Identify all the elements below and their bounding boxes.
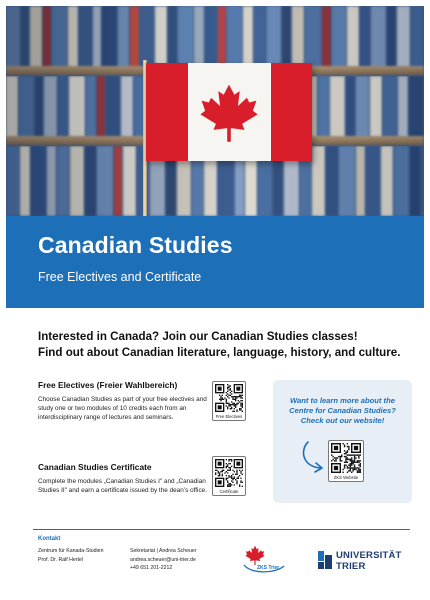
- university-name-line-2: TRIER: [336, 561, 366, 572]
- zks-logo-text: ZKS Trier: [257, 565, 280, 571]
- website-info-text: Want to learn more about the Centre for Canadian Studies? Check out our website!: [289, 396, 396, 425]
- electives-text: Choose Canadian Studies as part of your free electives and study one or two modules of 10 credits each from an interdisciplinary range of lectures and seminars.: [38, 396, 207, 421]
- certificate-qr-label: Certificate: [219, 489, 239, 494]
- certificate-qr-code[interactable]: [212, 456, 246, 496]
- website-qr-code[interactable]: [328, 440, 364, 482]
- contact-centre: [38, 547, 103, 564]
- contact-centre-name: Zentrum für Kanada-Studien: [38, 548, 104, 554]
- contact-phone: +49 651 201-2212: [130, 565, 173, 571]
- university-name-line-1: UNIVERSITÄT: [336, 550, 402, 561]
- electives-heading: Free Electives (Freier Wahlbereich): [38, 380, 178, 390]
- page-subtitle: Free Electives and Certificate: [38, 270, 202, 284]
- qr-code-icon: [215, 459, 243, 487]
- kontakt-label: Kontakt: [38, 536, 61, 542]
- qr-code-icon: [215, 384, 243, 412]
- zks-trier-logo: [241, 545, 287, 575]
- intro-line-1: Interested in Canada? Join our Canadian Studies classes!: [38, 330, 358, 343]
- contact-secretariat: [130, 547, 197, 573]
- website-qr-label: ZKS Website: [333, 475, 359, 480]
- certificate-heading: Canadian Studies Certificate: [38, 462, 152, 472]
- contact-secretariat-name: Sekretariat | Andrea Scheuer: [130, 548, 197, 554]
- qr-code-icon: [331, 443, 361, 473]
- footer-divider: [33, 529, 410, 530]
- electives-qr-code[interactable]: [212, 381, 246, 421]
- university-mark-icon: [318, 551, 332, 569]
- certificate-text: Complete the modules „Canadian Studies I" and „Canadian Studies II" and earn a certificate issued by the dean’s office.: [38, 478, 208, 494]
- title-banner: [6, 216, 424, 308]
- contact-professor: Prof. Dr. Ralf Hertel: [38, 556, 83, 563]
- electives-section: [38, 380, 208, 422]
- contact-email[interactable]: andrea.scheuer@uni-trier.de: [130, 556, 196, 563]
- intro-line-2: Find out about Canadian literature, language, history, and culture.: [38, 346, 401, 359]
- electives-qr-label: Free Electives: [215, 414, 243, 419]
- university-trier-logo: [318, 549, 414, 573]
- maple-leaf-icon: [198, 81, 260, 143]
- intro-text: [38, 329, 408, 361]
- certificate-section: [38, 462, 208, 495]
- page-title: Canadian Studies: [38, 232, 233, 258]
- canada-flag: [146, 63, 312, 161]
